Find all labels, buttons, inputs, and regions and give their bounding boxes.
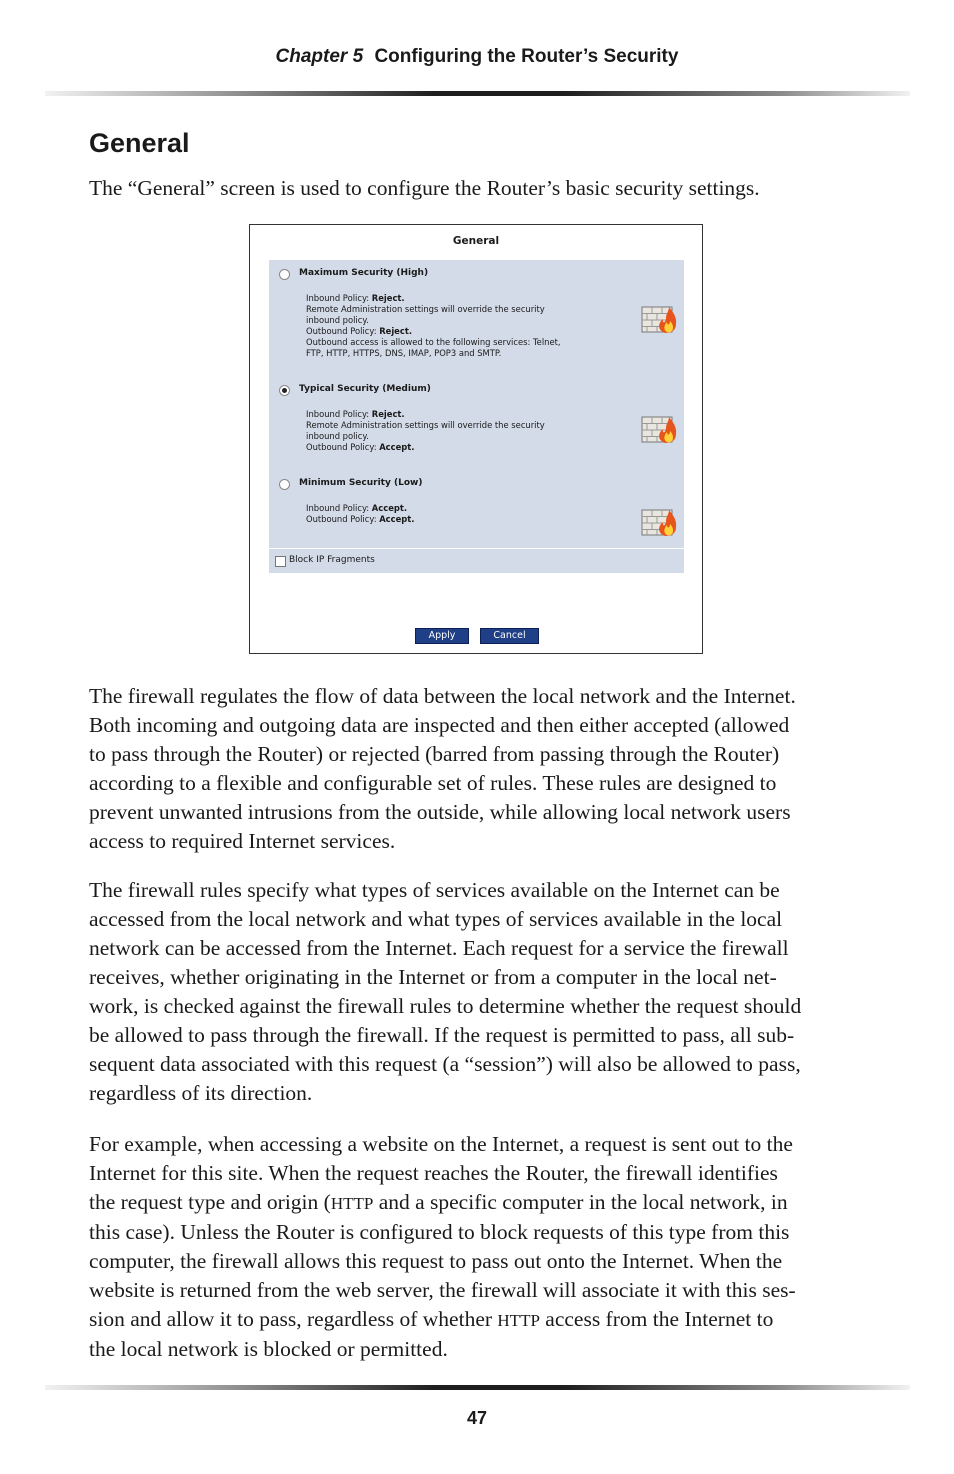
description-value: Reject.: [379, 326, 413, 336]
option-description: [306, 293, 616, 359]
description-text: Remote Administration settings will override the security: [306, 420, 545, 430]
paragraph-line: the local network is blocked or permitted.: [89, 1337, 448, 1361]
description-text: Remote Administration settings will override the security: [306, 304, 545, 314]
paragraph-line: For example, when accessing a website on the Internet, a request is sent out to the: [89, 1132, 793, 1156]
radio-min-security[interactable]: [279, 479, 290, 490]
description-value: Accept.: [379, 442, 415, 452]
block-ip-fragments-label: Block IP Fragments: [289, 555, 375, 565]
body-paragraph: [89, 682, 879, 856]
radio-typical-security[interactable]: [279, 385, 290, 396]
paragraph-line: receives, whether originating in the Internet or from a computer in the local net-: [89, 965, 777, 989]
description-text: Outbound Policy:: [306, 442, 380, 452]
firewall-icon: [641, 304, 679, 334]
chapter-label: Chapter 5: [275, 46, 364, 67]
apply-button[interactable]: Apply: [415, 628, 469, 644]
description-line: [306, 315, 616, 326]
screen-title: General: [452, 235, 500, 247]
description-text: Outbound Policy:: [306, 326, 380, 336]
body-paragraph: [89, 876, 879, 1108]
block-ip-fragments-checkbox[interactable]: [275, 556, 286, 567]
footer-rule: [45, 1385, 910, 1390]
section-title: General: [89, 128, 190, 158]
block-fragments-row: [269, 549, 684, 573]
paragraph-line: sion and allow it to pass, regardless of whether HTTP access from the Internet to: [89, 1307, 774, 1331]
paragraph-line: The firewall rules specify what types of services available on the Internet can be: [89, 878, 780, 902]
description-line: [306, 420, 616, 431]
description-text: Outbound Policy:: [306, 514, 380, 524]
description-value: Reject.: [371, 293, 405, 303]
cancel-button[interactable]: Cancel: [480, 628, 539, 644]
description-line: [306, 431, 616, 442]
paragraph-line: be allowed to pass through the firewall. If the request is permitted to pass, all sub-: [89, 1023, 795, 1047]
description-text: inbound policy.: [306, 315, 369, 325]
paragraph-line: computer, the firewall allows this request to pass out onto the Internet. When the: [89, 1249, 783, 1273]
description-value: Accept.: [371, 503, 408, 513]
paragraph-line: network can be accessed from the Internet. Each request for a service the firewall: [89, 936, 789, 960]
firewall-icon: [641, 414, 679, 444]
intro-text: The “General” screen is used to configure the Router’s basic security settings.: [89, 176, 760, 200]
header-rule: [45, 91, 910, 96]
paragraph-line: access to required Internet services.: [89, 829, 396, 853]
paragraph-line: according to a flexible and configurable set of rules. These rules are designed to: [89, 771, 777, 795]
radio-max-security[interactable]: [279, 269, 290, 280]
option-label: Minimum Security (Low): [299, 478, 423, 488]
paragraph-line: the request type and origin (HTTP and a specific computer in the local network, in: [89, 1190, 788, 1214]
description-line: [306, 326, 616, 337]
paragraph-line: prevent unwanted intrusions from the outside, while allowing local network users: [89, 800, 791, 824]
description-line: [306, 304, 616, 315]
chapter-title: Configuring the Router’s Security: [374, 46, 679, 67]
paragraph-line: regardless of its direction.: [89, 1081, 313, 1105]
option-description: [306, 409, 616, 453]
paragraph-line: website is returned from the web server, the firewall will associate it with this ses-: [89, 1278, 796, 1302]
body-paragraph: [89, 1130, 879, 1364]
option-description: [306, 503, 616, 525]
page-number: 47: [466, 1408, 488, 1428]
description-text: FTP, HTTP, HTTPS, DNS, IMAP, POP3 and SMTP.: [306, 348, 502, 358]
description-line: [306, 348, 616, 359]
description-value: Reject.: [371, 409, 405, 419]
general-screen-figure: [249, 224, 703, 654]
paragraph-line: this case). Unless the Router is configured to block requests of this type from this: [89, 1220, 790, 1244]
firewall-icon: [641, 507, 679, 537]
description-line: [306, 293, 616, 304]
description-text: Outbound access is allowed to the following services: Telnet,: [306, 337, 561, 347]
description-value: Accept.: [379, 514, 415, 524]
description-line: [306, 337, 616, 348]
description-text: Inbound Policy:: [306, 503, 372, 513]
option-label: Typical Security (Medium): [299, 384, 431, 394]
paragraph-line: accessed from the local network and what types of services available in the local: [89, 907, 783, 931]
description-line: [306, 503, 616, 514]
paragraph-line: sequent data associated with this request (a “session”) will also be allowed to pass,: [89, 1052, 801, 1076]
option-label: Maximum Security (High): [299, 268, 429, 278]
paragraph-line: to pass through the Router) or rejected (barred from passing through the Router): [89, 742, 780, 766]
security-options-panel: [269, 260, 684, 548]
paragraph-line: work, is checked against the firewall rules to determine whether the request should: [89, 994, 802, 1018]
description-line: [306, 514, 616, 525]
description-line: [306, 409, 616, 420]
paragraph-line: The firewall regulates the flow of data between the local network and the Internet.: [89, 684, 796, 708]
description-text: inbound policy.: [306, 431, 369, 441]
paragraph-line: Both incoming and outgoing data are inspected and then either accepted (allowed: [89, 713, 790, 737]
paragraph-line: Internet for this site. When the request reaches the Router, the firewall identifies: [89, 1161, 778, 1185]
description-text: Inbound Policy:: [306, 293, 372, 303]
description-line: [306, 442, 616, 453]
running-header: [0, 46, 954, 68]
description-text: Inbound Policy:: [306, 409, 372, 419]
